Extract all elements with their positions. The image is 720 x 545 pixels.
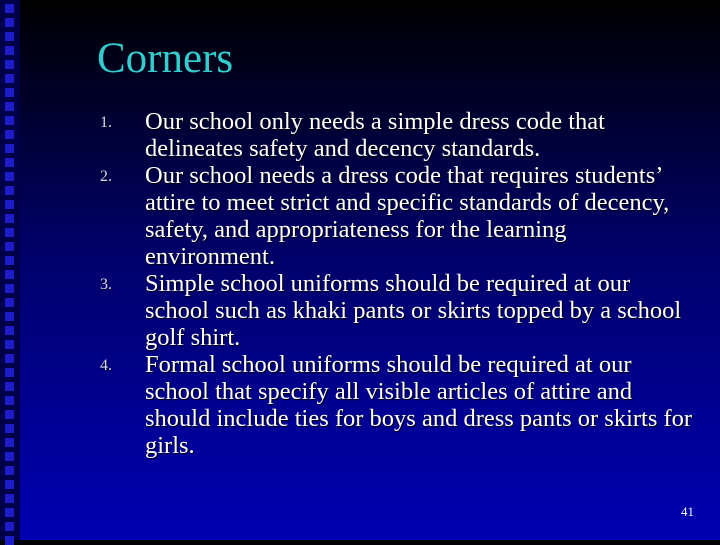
decorative-square bbox=[5, 368, 14, 377]
list-item-text: Our school needs a dress code that requires students’ attire to meet strict and specific standards of decency, safety, and appropriateness for the learning environment. bbox=[145, 162, 670, 270]
decorative-square bbox=[5, 522, 14, 531]
slide-page-number: 41 bbox=[681, 504, 694, 519]
list-item bbox=[100, 351, 700, 459]
decorative-square bbox=[5, 536, 14, 545]
decorative-square bbox=[5, 410, 14, 419]
decorative-square bbox=[5, 186, 14, 195]
decorative-square bbox=[5, 32, 14, 41]
decorative-square bbox=[5, 228, 14, 237]
decorative-square bbox=[5, 144, 14, 153]
list-item-number: 4. bbox=[100, 357, 112, 374]
list-item bbox=[100, 162, 700, 270]
decorative-square bbox=[5, 438, 14, 447]
decorative-square bbox=[5, 382, 14, 391]
numbered-list bbox=[100, 108, 700, 459]
decorative-square bbox=[5, 508, 14, 517]
decorative-square bbox=[5, 214, 14, 223]
decorative-square bbox=[5, 256, 14, 265]
list-item-number: 3. bbox=[100, 276, 112, 293]
list-item bbox=[100, 270, 700, 351]
list-item-text: Formal school uniforms should be required at our school that specify all visible articles of attire and should include ties for boys and dress pants or skirts for girls. bbox=[145, 351, 693, 459]
decorative-square bbox=[5, 102, 14, 111]
decorative-square bbox=[5, 74, 14, 83]
side-decoration-strip bbox=[0, 0, 20, 540]
decorative-square bbox=[5, 46, 14, 55]
decorative-square bbox=[5, 494, 14, 503]
decorative-square bbox=[5, 452, 14, 461]
decorative-square bbox=[5, 172, 14, 181]
decorative-square bbox=[5, 340, 14, 349]
list-item-number: 1. bbox=[100, 114, 112, 131]
list-item-number: 2. bbox=[100, 168, 112, 185]
slide-title: Corners bbox=[97, 35, 234, 82]
decorative-square bbox=[5, 354, 14, 363]
decorative-square bbox=[5, 466, 14, 475]
decorative-square bbox=[5, 116, 14, 125]
decorative-square bbox=[5, 158, 14, 167]
list-item-text: Simple school uniforms should be required at our school such as khaki pants or skirts topped by a school golf shirt. bbox=[145, 270, 682, 351]
list-item-text: Our school only needs a simple dress code that delineates safety and decency standards. bbox=[145, 108, 605, 162]
decorative-square bbox=[5, 480, 14, 489]
decorative-square bbox=[5, 312, 14, 321]
decorative-square bbox=[5, 242, 14, 251]
decorative-square bbox=[5, 4, 14, 13]
decorative-square bbox=[5, 60, 14, 69]
decorative-square bbox=[5, 326, 14, 335]
list-item bbox=[100, 108, 700, 162]
decorative-square bbox=[5, 424, 14, 433]
decorative-square bbox=[5, 200, 14, 209]
decorative-square bbox=[5, 298, 14, 307]
decorative-square bbox=[5, 284, 14, 293]
decorative-square bbox=[5, 396, 14, 405]
decorative-square bbox=[5, 88, 14, 97]
decorative-square bbox=[5, 270, 14, 279]
decorative-square bbox=[5, 18, 14, 27]
decorative-square bbox=[5, 130, 14, 139]
